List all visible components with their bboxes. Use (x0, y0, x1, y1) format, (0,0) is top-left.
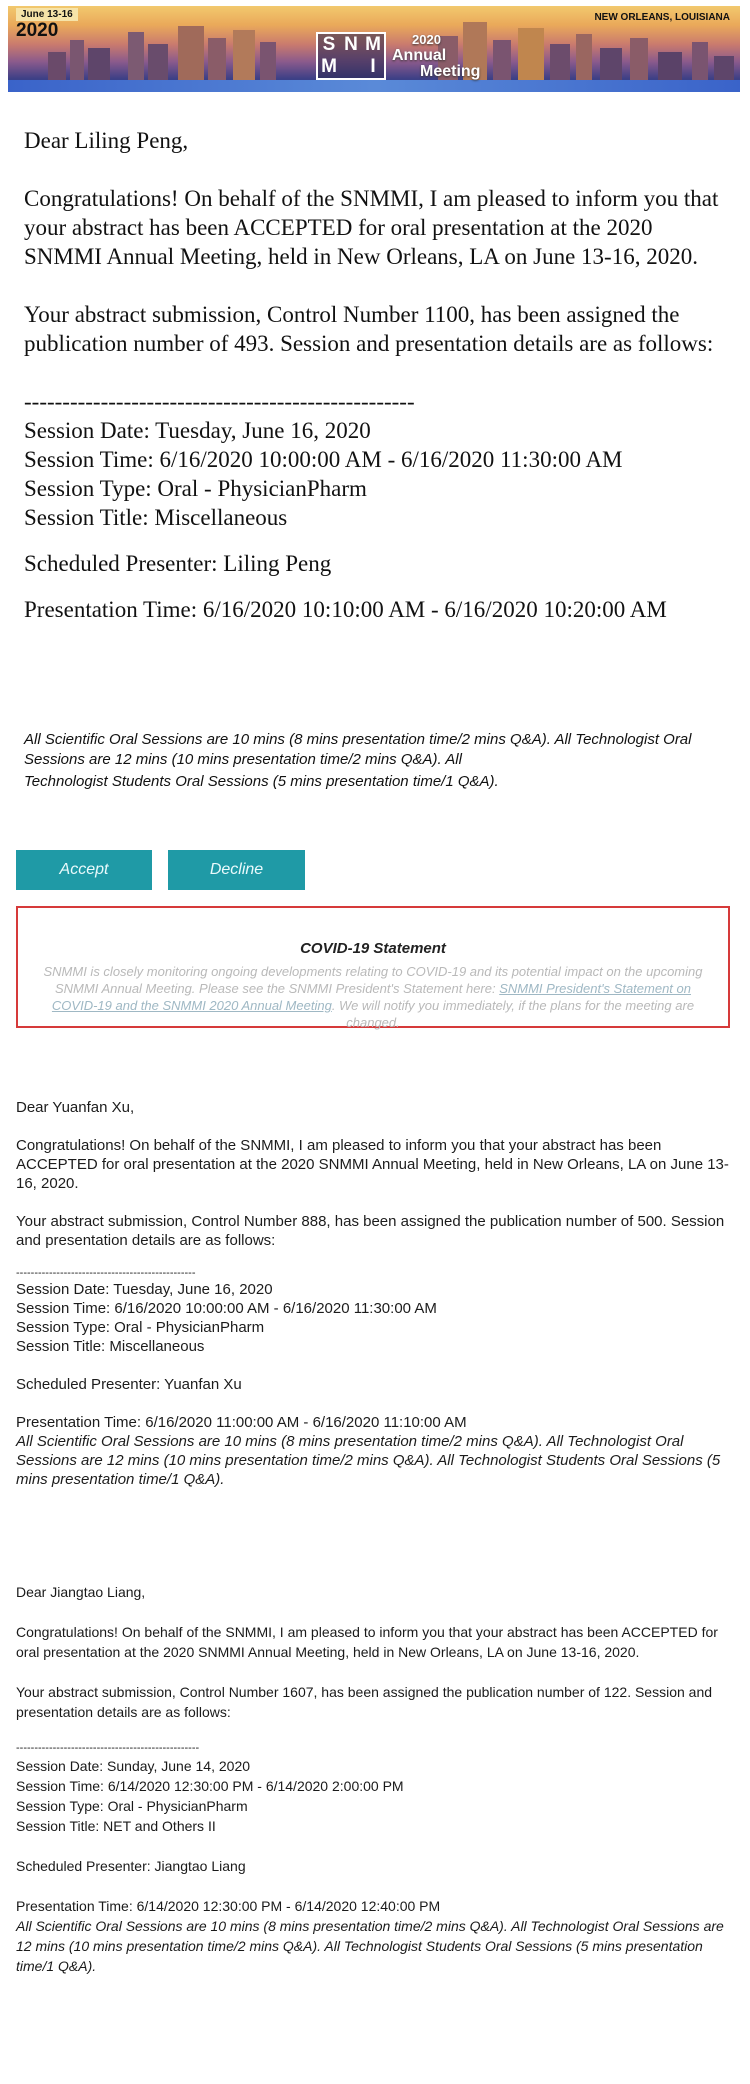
session-length-note: All Scientific Oral Sessions are 10 mins (8 mins presentation time/2 mins Q&A). All Technologist Oral Sessions are 12 mins (10 mins presentation time/2 mins Q&A). All Technologist Students Oral Sessions (5 mins presentation time/1 Q&A). (16, 1918, 724, 1974)
banner-year: 2020 (16, 20, 59, 41)
session-time: Session Time: 6/16/2020 10:00:00 AM - 6/16/2020 11:30:00 AM (16, 1300, 437, 1317)
covid-text-after: . We will notify you immediately, if the plans for the meeting are changed. (331, 998, 695, 1030)
covid-statement-box (16, 906, 730, 1028)
covid-statement-text (42, 963, 704, 1031)
greeting: Dear Liling Peng, (24, 128, 189, 153)
greeting: Dear Jiangtao Liang, (16, 1584, 146, 1600)
session-length-note: All Scientific Oral Sessions are 10 mins (8 mins presentation time/2 mins Q&A). All Technologist Oral Sessions are 12 mins (10 mins presentation time/2 mins Q&A). All Technologist Students Oral Sessions (5 mins presentation time/1 Q&A). (16, 1433, 721, 1488)
session-date: Session Date: Tuesday, June 16, 2020 (16, 1281, 273, 1298)
presentation-time: Presentation Time: 6/14/2020 12:30:00 PM - 6/14/2020 12:40:00 PM (16, 1898, 441, 1914)
acceptance-letter-2 (16, 1098, 732, 1489)
logo-letter: M (321, 56, 337, 77)
logo-letter: S (322, 34, 336, 55)
snmmi-logo-letters (316, 32, 386, 80)
presentation-time: Presentation Time: 6/16/2020 11:00:00 AM - 6/16/2020 11:10:00 AM (16, 1414, 467, 1431)
covid-statement-title: COVID-19 Statement (300, 940, 446, 957)
president-statement-link[interactable]: SNMMI President's Statement on COVID-19 and the SNMMI 2020 Annual Meeting (51, 981, 691, 1013)
logo-letter: I (370, 56, 376, 77)
congrats-paragraph: Congratulations! On behalf of the SNMMI, I am pleased to inform you that your abstract has been ACCEPTED for oral presentation at the 2020 SNMMI Annual Meeting, held in New Orleans, LA on June 13-16, 2020. (16, 1137, 729, 1192)
session-length-note: All Scientific Oral Sessions are 10 mins (8 mins presentation time/2 mins Q&A). All Technologist Oral Sessions are 12 mins (10 mins presentation time/2 mins Q&A). All (24, 731, 692, 768)
presentation-time: Presentation Time: 6/16/2020 10:10:00 AM - 6/16/2020 10:20:00 AM (24, 597, 667, 622)
greeting: Dear Yuanfan Xu, (16, 1099, 135, 1116)
covid-text-before: SNMMI is closely monitoring ongoing developments relating to COVID-19 and its potential impact on the upcoming SNMMI Annual Meeting. Please see the SNMMI President's Statement here: (43, 964, 703, 996)
session-time: Session Time: 6/16/2020 10:00:00 AM - 6/16/2020 11:30:00 AM (24, 447, 623, 472)
decline-button[interactable]: Decline (168, 850, 305, 890)
session-type: Session Type: Oral - PhysicianPharm (16, 1798, 248, 1814)
congrats-paragraph: Congratulations! On behalf of the SNMMI, I am pleased to inform you that your abstract has been ACCEPTED for oral presentation at the 2020 SNMMI Annual Meeting, held in New Orleans, LA on June 13-16, 2020. (24, 186, 719, 269)
session-date: Session Date: Tuesday, June 16, 2020 (24, 418, 371, 443)
scheduled-presenter: Scheduled Presenter: Liling Peng (24, 551, 332, 576)
submission-paragraph: Your abstract submission, Control Number 1100, has been assigned the publication number of 493. Session and presentation details are as follows: (24, 302, 714, 356)
submission-paragraph: Your abstract submission, Control Number 888, has been assigned the publication number of 500. Session and presentation details are as follows: (16, 1213, 725, 1249)
banner-location: NEW ORLEANS, LOUISIANA (594, 12, 730, 23)
logo-meeting: Meeting (420, 63, 481, 80)
acceptance-letter-1 (24, 126, 734, 624)
session-date: Session Date: Sunday, June 14, 2020 (16, 1758, 251, 1774)
submission-paragraph: Your abstract submission, Control Number 1607, has been assigned the publication number of 122. Session and presentation details are as follows: (16, 1684, 713, 1720)
divider-line: --------------------------------------------------- (24, 389, 415, 414)
meeting-banner (8, 6, 740, 92)
river-water (8, 80, 740, 92)
logo-meeting-text (392, 32, 480, 80)
accept-button[interactable]: Accept (16, 850, 152, 890)
session-time: Session Time: 6/14/2020 12:30:00 PM - 6/14/2020 2:00:00 PM (16, 1778, 404, 1794)
divider-line: ------------------------------------------------- (16, 1267, 196, 1279)
session-length-note-continued: Technologist Students Oral Sessions (5 mins presentation time/1 Q&A). (24, 773, 499, 790)
congrats-paragraph: Congratulations! On behalf of the SNMMI, I am pleased to inform you that your abstract has been ACCEPTED for oral presentation at the 2020 SNMMI Annual Meeting, held in New Orleans, LA on June 13-16, 2020. (16, 1624, 718, 1660)
logo-letter (340, 56, 362, 78)
logo-letter: N (344, 34, 358, 55)
logo-year: 2020 (412, 32, 441, 47)
session-title: Session Title: Miscellaneous (24, 505, 288, 530)
scheduled-presenter: Scheduled Presenter: Yuanfan Xu (16, 1376, 242, 1393)
logo-letter: M (365, 34, 381, 55)
session-type: Session Type: Oral - PhysicianPharm (24, 476, 367, 501)
session-title: Session Title: NET and Others II (16, 1818, 216, 1834)
acceptance-letter-3 (16, 1582, 732, 1976)
session-type: Session Type: Oral - PhysicianPharm (16, 1319, 265, 1336)
divider-line: -------------------------------------------------- (16, 1742, 200, 1754)
banner-dates: June 13-16 (16, 8, 78, 21)
scheduled-presenter: Scheduled Presenter: Jiangtao Liang (16, 1858, 246, 1874)
session-title: Session Title: Miscellaneous (16, 1338, 205, 1355)
snmmi-logo (316, 32, 480, 80)
logo-annual: Annual (392, 47, 447, 64)
